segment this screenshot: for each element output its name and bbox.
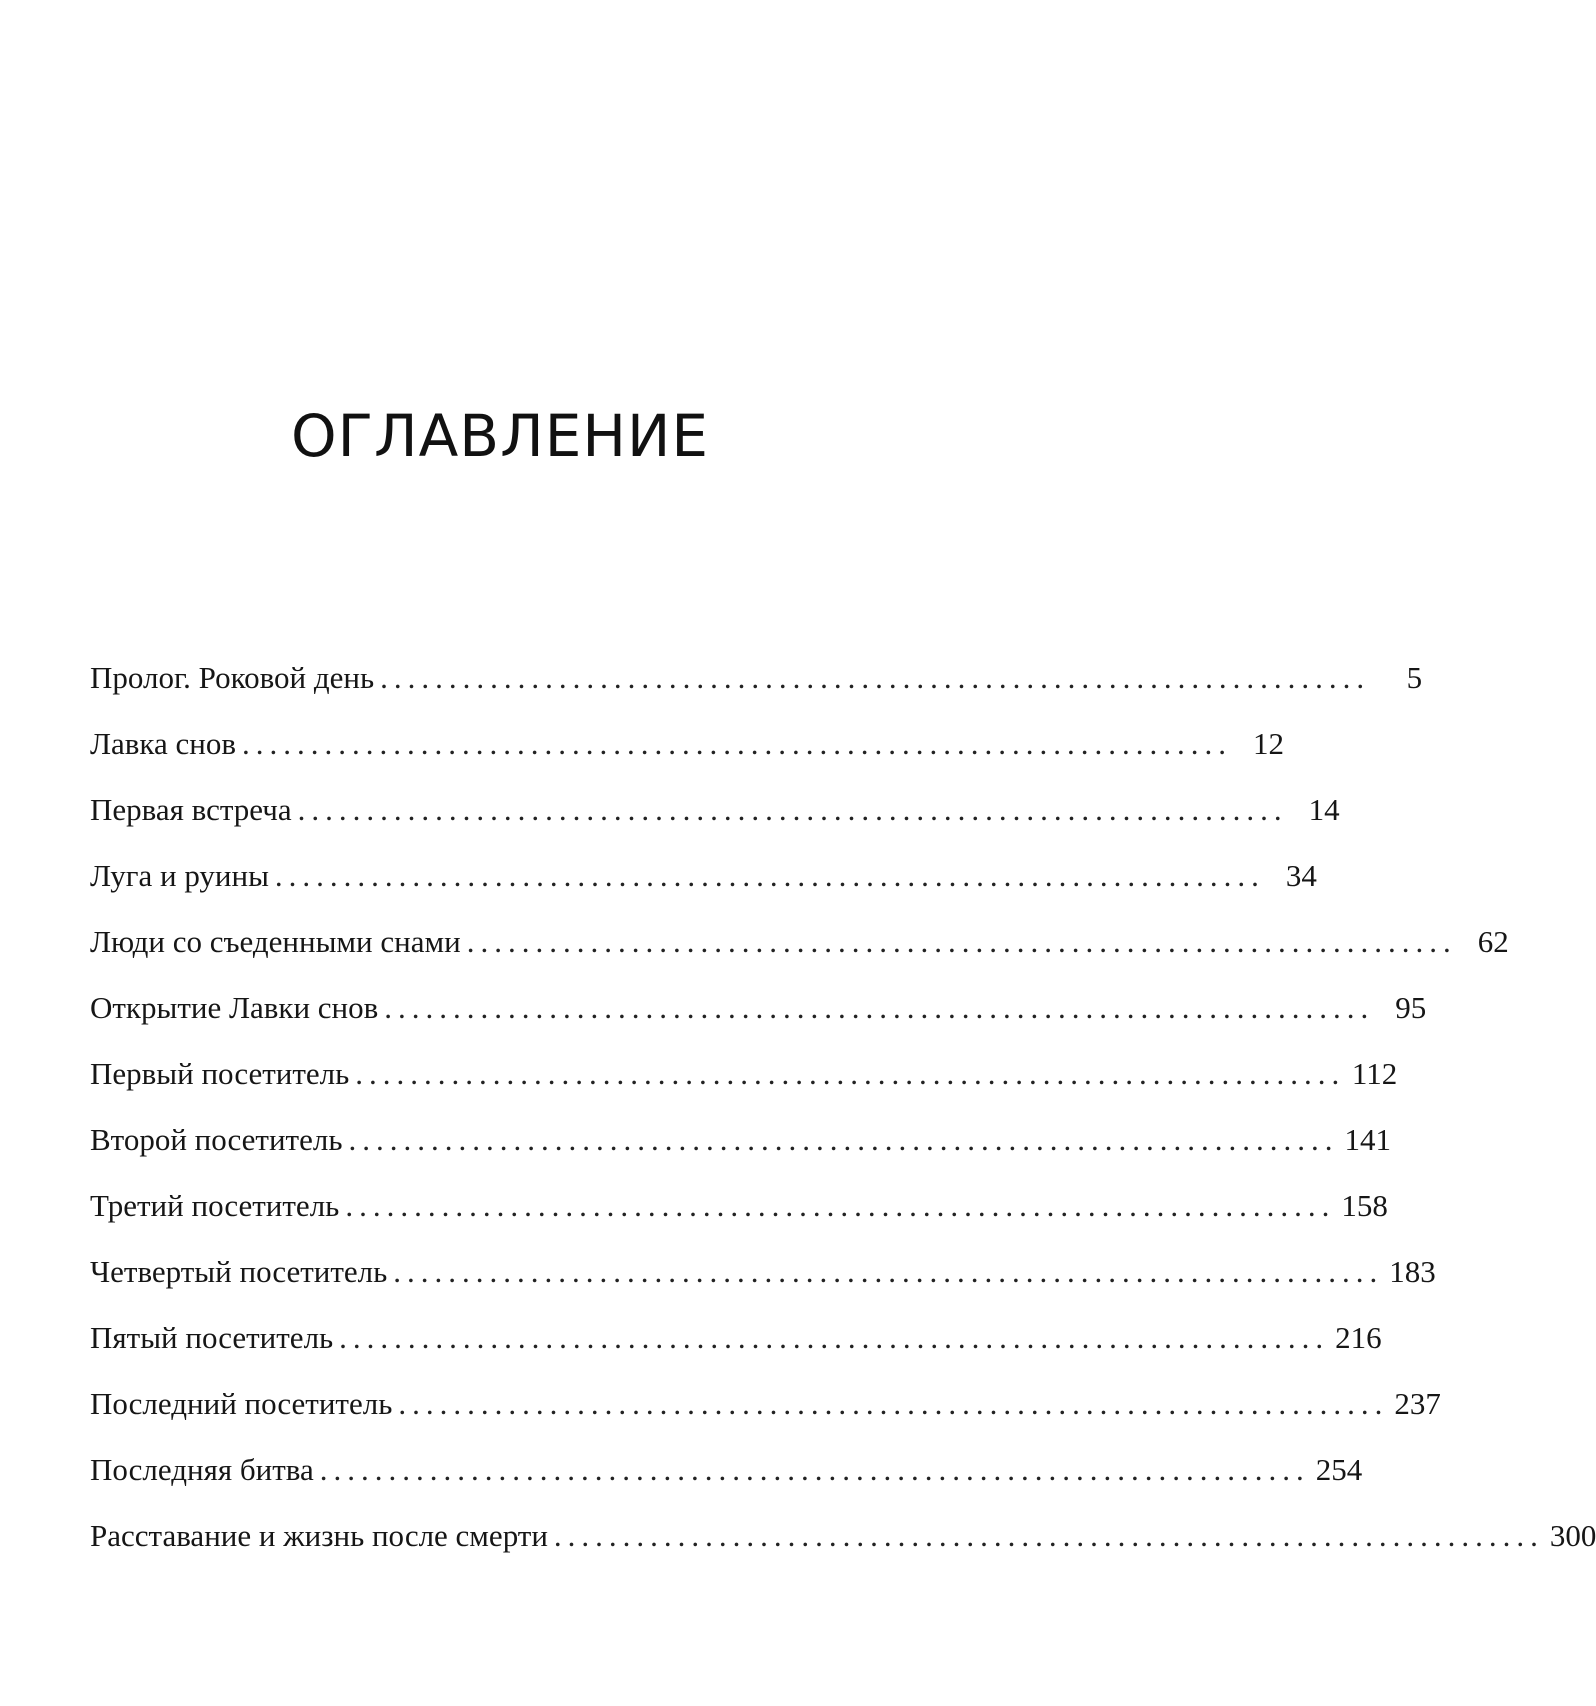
toc-entry-title: Последняя битва	[90, 1452, 314, 1487]
dot-leader: ........................................................................	[393, 1254, 1384, 1289]
dot-leader: ........................................................................	[339, 1320, 1330, 1355]
dot-leader: ........................................................................	[274, 858, 1265, 893]
dot-leader: ........................................................................	[384, 990, 1375, 1025]
toc-entry-title: Открытие Лавки снов	[90, 990, 379, 1025]
toc-entry	[90, 1188, 1388, 1254]
toc-entry	[90, 792, 1340, 858]
dot-leader: ........................................................................	[553, 1518, 1544, 1553]
toc-entry	[90, 1518, 1596, 1584]
toc-entry-page: 216	[1335, 1320, 1382, 1355]
dot-leader: ........................................................................	[466, 924, 1457, 959]
toc-entry-title: Последний посетитель	[90, 1386, 393, 1421]
toc-entry	[90, 1452, 1363, 1518]
page-title: ОГЛАВЛЕНИЕ	[290, 402, 709, 470]
toc-entry-title: Второй посетитель	[90, 1122, 343, 1157]
toc-entry	[90, 1254, 1436, 1320]
table-of-contents	[90, 660, 1596, 1584]
toc-entry-title: Пятый посетитель	[90, 1320, 334, 1355]
toc-entry-page: 300	[1549, 1518, 1596, 1553]
toc-entry-page: 237	[1394, 1386, 1441, 1421]
dot-leader: ........................................................................	[242, 726, 1233, 761]
dot-leader: ........................................................................	[398, 1386, 1389, 1421]
toc-entry-title: Расставание и жизнь после смерти	[90, 1518, 548, 1553]
dot-leader: ........................................................................	[348, 1122, 1339, 1157]
toc-entry	[90, 1056, 1398, 1122]
dot-leader: ........................................................................	[297, 792, 1288, 827]
toc-entry-page: 95	[1395, 990, 1427, 1025]
dot-leader: ........................................................................	[319, 1452, 1310, 1487]
toc-entry	[90, 924, 1509, 990]
dot-leader: ........................................................................	[345, 1188, 1336, 1223]
toc-entry	[90, 1320, 1382, 1386]
dot-leader: ........................................................................	[380, 660, 1371, 695]
toc-entry-title: Третий посетитель	[90, 1188, 340, 1223]
toc-entry-title: Первый посетитель	[90, 1056, 350, 1091]
toc-entry	[90, 990, 1427, 1056]
toc-entry-page: 34	[1285, 858, 1317, 893]
toc-entry-page: 62	[1477, 924, 1509, 959]
dot-leader: ........................................................................	[355, 1056, 1346, 1091]
toc-entry-title: Люди со съеденными снами	[90, 924, 461, 959]
toc-entry-title: Первая встреча	[90, 792, 292, 827]
toc-entry-title: Четвертый посетитель	[90, 1254, 388, 1289]
toc-entry-title: Луга и руины	[90, 858, 269, 893]
toc-entry	[90, 726, 1285, 792]
toc-entry-title: Лавка снов	[90, 726, 237, 761]
toc-entry	[90, 1386, 1441, 1452]
toc-entry-title: Пролог. Роковой день	[90, 660, 375, 695]
toc-entry-page: 141	[1344, 1122, 1391, 1157]
toc-entry	[90, 858, 1317, 924]
toc-entry-page: 5	[1406, 660, 1423, 695]
toc-entry-page: 254	[1315, 1452, 1363, 1487]
toc-entry-page: 12	[1253, 726, 1285, 761]
toc-entry-page: 183	[1389, 1254, 1436, 1289]
toc-entry-page: 158	[1341, 1188, 1388, 1223]
toc-entry-page: 112	[1351, 1056, 1398, 1091]
toc-entry-page: 14	[1308, 792, 1340, 827]
toc-entry	[90, 660, 1423, 726]
toc-entry	[90, 1122, 1391, 1188]
